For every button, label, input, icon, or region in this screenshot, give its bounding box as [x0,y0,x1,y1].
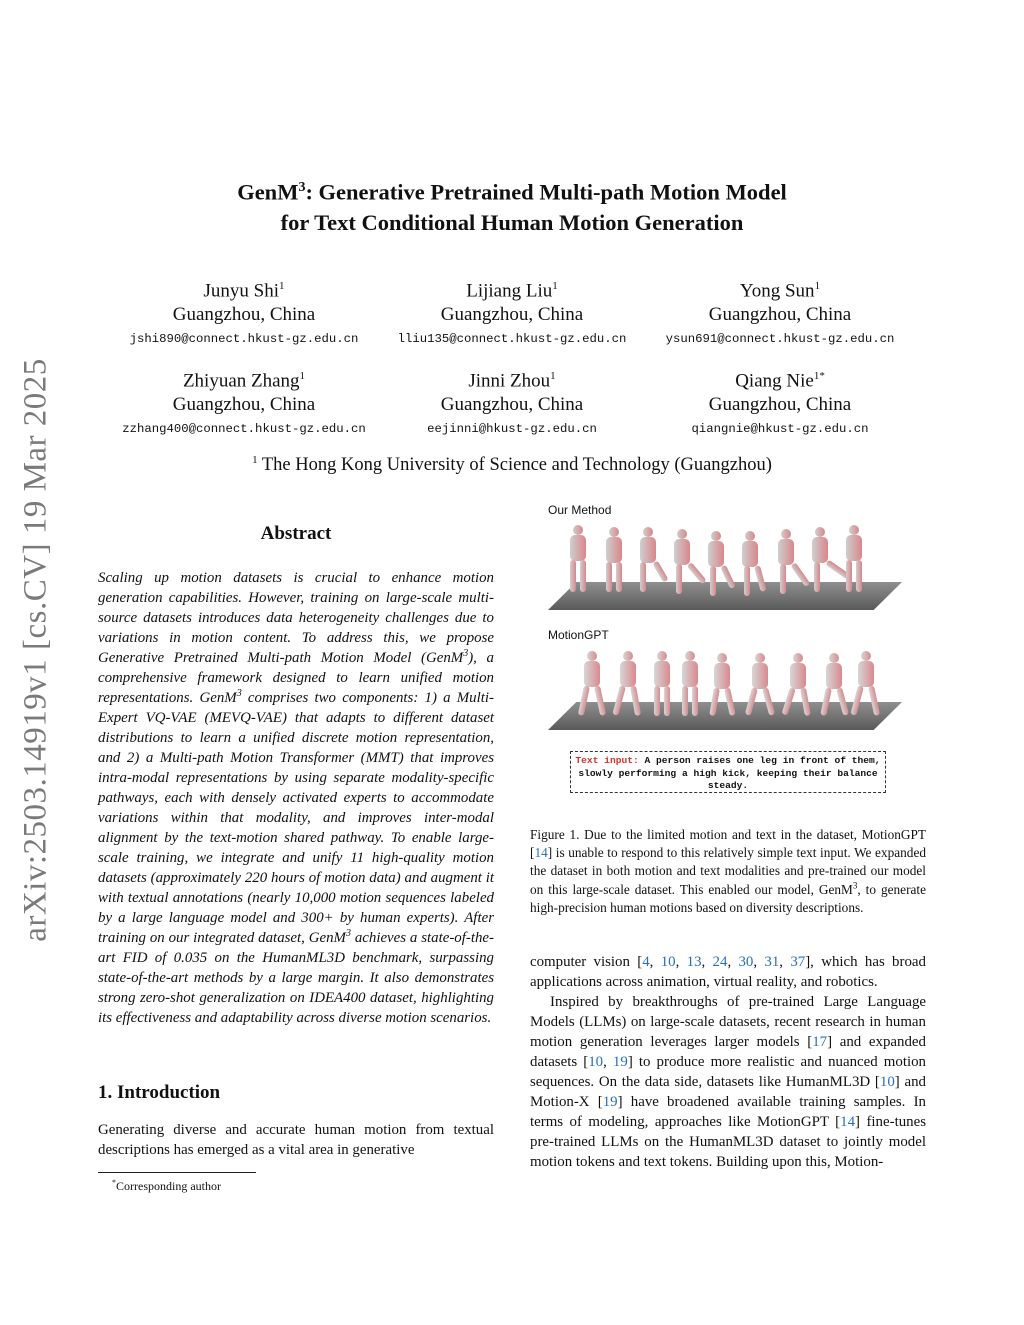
citation-link[interactable]: 24 [712,954,728,970]
citation-link[interactable]: 30 [738,954,754,970]
figure-label-our-method: Our Method [548,503,612,517]
citation-link[interactable]: 10 [879,1074,895,1090]
abstract-heading: Abstract [260,523,332,544]
author-block: Yong Sun$^1$ Guangzhou, China ysun691@connect.hkust-gz.edu.cn [640,274,920,346]
paper-title: GenM$^3$: Generative Pretrained Multi-path Motion Model for Text Conditional Human Motion Generation [237,179,787,235]
citation-link[interactable]: 14 [534,845,548,861]
citation-link[interactable]: 13 [686,954,702,970]
citation-link[interactable]: 19 [612,1054,628,1070]
author-email: lliu135@connect.hkust-gz.edu.cn [397,332,627,347]
footnote: *Corresponding author [112,1178,221,1193]
abstract-body: Scaling up motion datasets is crucial to enhance motion generation capabilities. However, training on large-scale multi-source datasets introduces data heterogeneity challenges due to variations in motion content. To address this, we propose Generative Pretrained Multi-path Motion Model (GenM$^3$), a comprehensive framework designed to learn unified motion representations. GenM$^3$ comprises two components: 1) a Multi-Expert VQ-VAE (MEVQ-VAE) that adapts to different dataset distributions to learn a unified discrete motion representation, and 2) a Multi-path Motion Transformer (MMT) that improves intra-modal representations by using separate modality-specific pathways, each with densely activated experts to accommodate variations within that modality, and improves inter-modal alignment by the text-motion shared pathway. To enable large-scale training, we integrate and unify 11 high-quality motion datasets (approximately 220 hours of motion data) and augment it with textual annotations (nearly 10,000 motion sequences labeled by a large language model and 300+ by human experts). After training on our integrated dataset, GenM$^3$ achieves a state-of-the-art FID of 0.035 on the HumanML3D benchmark, surpassing state-of-the-art methods by a large margin. It also demonstrates strong zero-shot generalization on IDEA400 dataset, highlighting its effectiveness and adaptability across diverse motion scenarios. [98,570,494,1026]
text-input-box: Text input: A person raises one leg in front of them, slowly performing a high kick, keeping their balance steady. [570,751,886,793]
author-email: ysun691@connect.hkust-gz.edu.cn [665,332,895,347]
arxiv-id: arXiv:2503.14919v1 [cs.CV] 19 Mar 2025 [17,358,54,942]
author-email: eejinni@hkust-gz.edu.cn [427,422,597,437]
citation-link[interactable]: 10 [588,1054,604,1070]
right-column-body [530,952,926,1172]
figure-label-motiongpt: MotionGPT [548,628,609,642]
author-email: jshi890@connect.hkust-gz.edu.cn [129,332,359,347]
author-email: zzhang400@connect.hkust-gz.edu.cn [122,422,366,437]
arxiv-sidebar [6,350,66,950]
figure-panel-our-method [548,520,902,612]
citation-link[interactable]: 17 [812,1034,828,1050]
author-block: Lijiang Liu$^1$ Guangzhou, China lliu135@connect.hkust-gz.edu.cn [372,274,652,346]
author-block: Jinni Zhou$^1$ Guangzhou, China eejinni@hkust-gz.edu.cn [372,364,652,436]
citation-link[interactable]: 10 [660,954,676,970]
figure-caption: Figure 1. Due to the limited motion and text in the dataset, MotionGPT [14] is unable to respond to this relatively simple text input. We expanded the dataset in both motion and text modalities and pre-trained our model on this large-scale dataset. This enabled our model, GenM$^3$, to generate high-precision human motions based on diversity descriptions. [530,827,927,915]
section-heading-introduction: 1. Introduction [98,1082,221,1103]
figure-panel-motiongpt [548,644,902,732]
author-block: Junyu Shi$^1$ Guangzhou, China jshi890@connect.hkust-gz.edu.cn [104,274,384,346]
citation-link[interactable]: 37 [790,954,806,970]
citation-link[interactable]: 14 [840,1114,856,1130]
text-input-label: Text input: [575,755,639,766]
footnote-rule [98,1172,256,1173]
author-block: Qiang Nie$^{1*}$ Guangzhou, China qiangnie@hkust-gz.edu.cn [640,364,920,436]
institution: $^1$ The Hong Kong University of Science and Technology (Guangzhou) [252,454,772,476]
paragraph: Inspired by breakthroughs of pre-trained Large Language Models (LLMs) on large-scale datasets, recent research in human motion generation leverages larger models [17] and expanded datasets [10, 19] to produce more realistic and nuanced motion sequences. On the data side, datasets like HumanML3D [10] and Motion-X [19] have broadened available training samples. In terms of modeling, approaches like MotionGPT [14] fine-tunes pre-trained LLMs on the HumanML3D dataset to jointly model motion tokens and text tokens. Building upon this, Motion- [530,994,927,1170]
citation-link[interactable]: 19 [602,1094,618,1110]
citation-link[interactable]: 4 [642,954,650,970]
intro-paragraph: Generating diverse and accurate human motion from textual descriptions has emerged as a vital area in generative [98,1122,494,1158]
paragraph: computer vision [4, 10, 13, 24, 30, 31, 37], which has broad applications across animation, virtual reality, and robotics. [530,954,926,990]
author-block: Zhiyuan Zhang$^1$ Guangzhou, China zzhang400@connect.hkust-gz.edu.cn [104,364,384,436]
author-email: qiangnie@hkust-gz.edu.cn [691,422,869,437]
motion-sequence-figures [548,520,902,610]
motion-sequence-figures [548,644,902,730]
citation-link[interactable]: 31 [764,954,780,970]
